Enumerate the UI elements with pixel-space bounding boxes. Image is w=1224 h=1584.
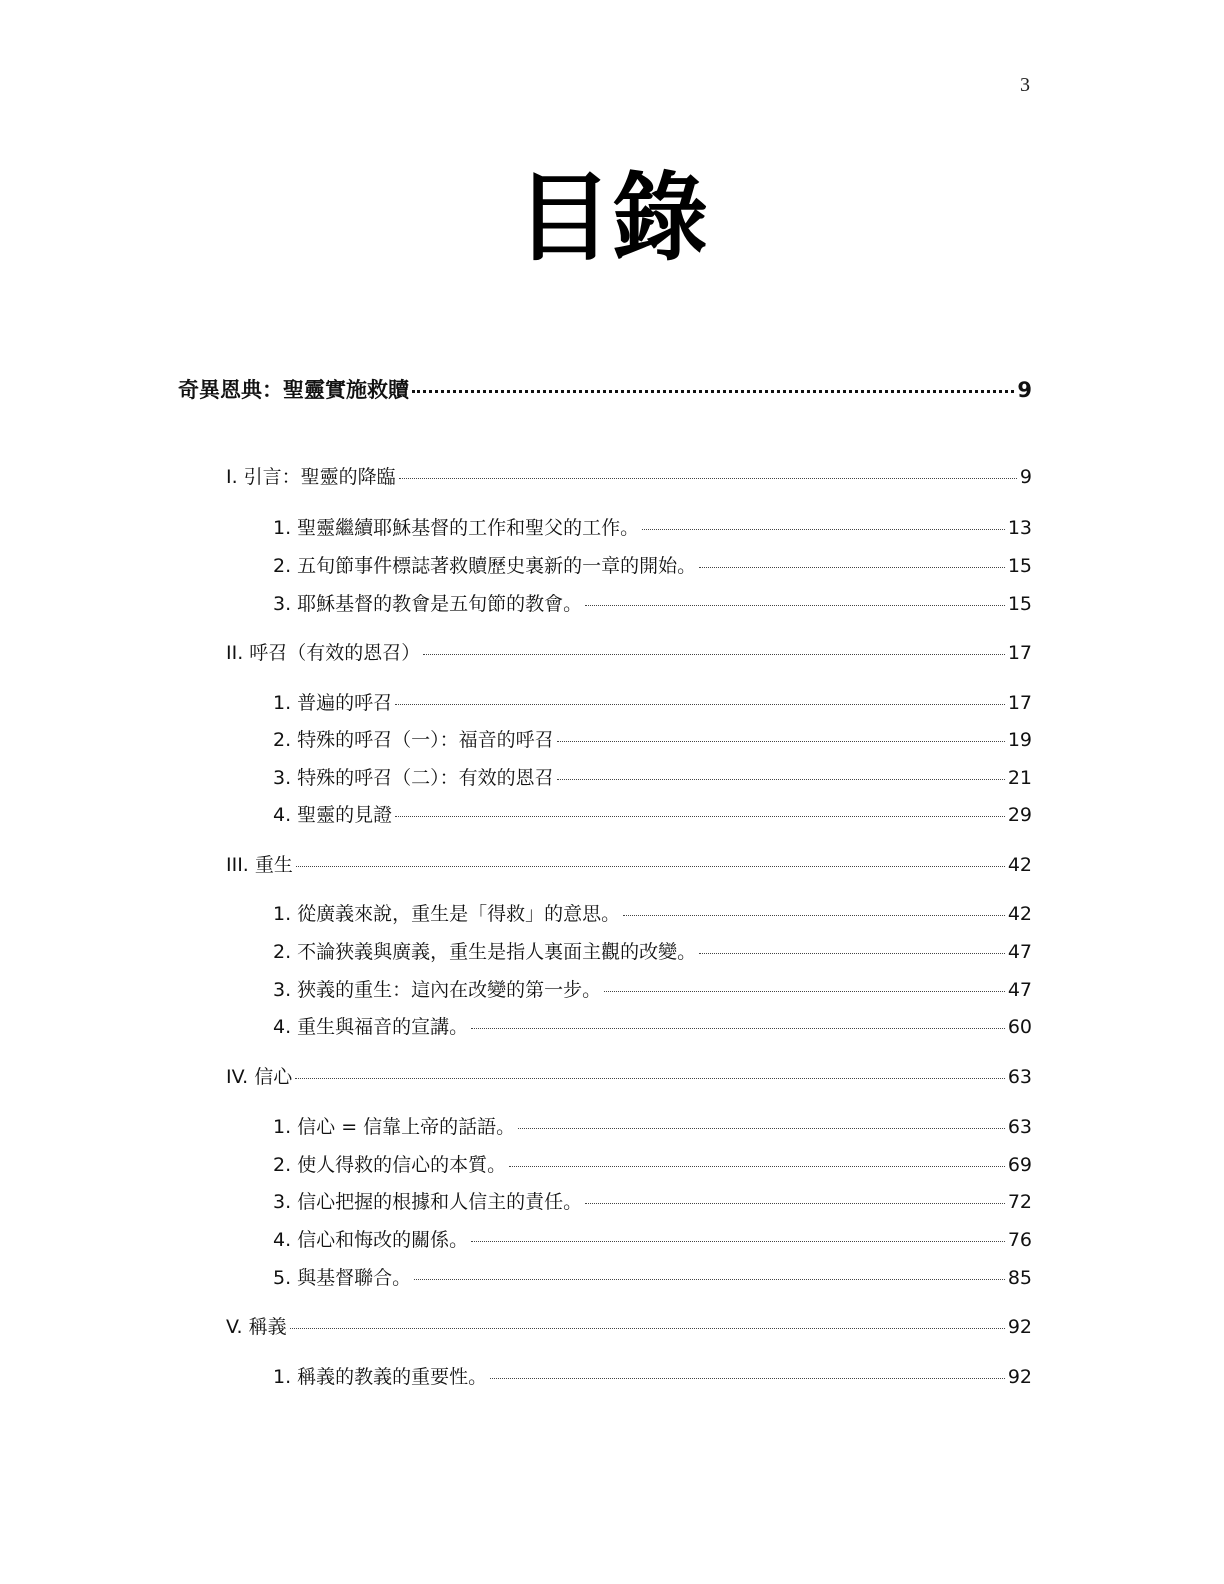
dot-leader [295,1078,1005,1079]
toc-entry-page: 63 [1007,1066,1032,1088]
dot-leader [395,816,1005,817]
toc-entry-page: 21 [1007,767,1032,789]
toc-entry-label: V. 稱義 [226,1316,287,1338]
toc-subsection-entry[interactable] [273,975,1032,1002]
toc-subsection-entry[interactable] [273,725,1032,752]
toc-subsection-entry[interactable] [273,899,1032,926]
toc-entry-label: 3. 信心把握的根據和人信主的責任。 [273,1191,583,1213]
dot-leader [699,567,1005,568]
toc-entry-page: 17 [1007,642,1032,664]
toc-entry-page: 60 [1007,1016,1032,1038]
toc-entry-page: 9 [1017,378,1032,402]
dot-leader [423,654,1005,655]
toc-subsection-entry[interactable] [273,1187,1032,1214]
toc-entry-label: II. 呼召（有效的恩召） [226,642,421,664]
dot-leader [557,741,1005,742]
toc-subsection-entry[interactable] [273,551,1032,578]
dot-leader [699,953,1005,954]
toc-subsection-entry[interactable] [273,1362,1032,1389]
toc-entry-label: 奇異恩典：聖靈實施救贖 [178,378,409,402]
page-number: 3 [1020,74,1030,96]
toc-subsection-entry[interactable] [273,1012,1032,1039]
toc-entry-page: 42 [1007,903,1032,925]
toc-entry-page: 13 [1007,517,1032,539]
toc-entry-label: 1. 聖靈繼續耶穌基督的工作和聖父的工作。 [273,517,640,539]
dot-leader [414,1279,1005,1280]
toc-entry-page: 47 [1007,941,1032,963]
toc-entry-page: 47 [1007,979,1032,1001]
dot-leader [490,1378,1005,1379]
toc-entry-label: 2. 特殊的呼召（一）：福音的呼召 [273,729,554,751]
toc-subsection-entry[interactable] [273,1112,1032,1139]
toc-entry-label: 4. 重生與福音的宣講。 [273,1016,469,1038]
toc-subsection-entry[interactable] [273,1263,1032,1290]
toc-entry-label: 3. 狹義的重生：這內在改變的第一步。 [273,979,602,1001]
toc-entry-label: III. 重生 [226,854,293,876]
toc-entry-label: 1. 從廣義來說，重生是「得救」的意思。 [273,903,621,925]
dot-leader [623,915,1005,916]
toc-entry-label: 3. 耶穌基督的教會是五旬節的教會。 [273,593,583,615]
toc-entry-page: 29 [1007,804,1032,826]
dot-leader [471,1241,1005,1242]
toc-entry-page: 15 [1007,555,1032,577]
toc-section-entry[interactable] [226,1312,1032,1339]
toc-entry-page: 85 [1007,1267,1032,1289]
dot-leader [642,529,1005,530]
toc-subsection-entry[interactable] [273,800,1032,827]
toc-entry-page: 92 [1007,1316,1032,1338]
toc-book-entry[interactable] [178,374,1032,404]
toc-entry-page: 15 [1007,593,1032,615]
toc-entry-page: 63 [1007,1116,1032,1138]
toc-entry-label: 2. 不論狹義與廣義，重生是指人裏面主觀的改變。 [273,941,697,963]
toc-section-entry[interactable] [226,638,1032,665]
toc-entry-label: 2. 使人得救的信心的本質。 [273,1154,507,1176]
toc-entry-page: 42 [1007,854,1032,876]
toc-entry-page: 69 [1007,1154,1032,1176]
dot-leader [557,779,1005,780]
dot-leader [290,1328,1005,1329]
toc-section-entry[interactable] [226,462,1032,489]
dot-leader [399,478,1017,479]
toc-entry-label: 1. 稱義的教義的重要性。 [273,1366,488,1388]
toc-entry-label: 4. 聖靈的見證 [273,804,393,826]
toc-entry-label: 3. 特殊的呼召（二）：有效的恩召 [273,767,554,789]
dot-leader [585,605,1005,606]
toc-entry-label: I. 引言：聖靈的降臨 [226,466,396,488]
toc-subsection-entry[interactable] [273,688,1032,715]
toc-subsection-entry[interactable] [273,1150,1032,1177]
toc-subsection-entry[interactable] [273,1225,1032,1252]
dot-leader [395,704,1005,705]
toc-entry-label: 1. 信心 = 信靠上帝的話語。 [273,1116,516,1138]
toc-entry-label: IV. 信心 [226,1066,293,1088]
toc-section-entry[interactable] [226,1062,1032,1089]
toc-entry-label: 1. 普遍的呼召 [273,692,393,714]
toc-entry-page: 9 [1019,466,1032,488]
toc-entry-page: 76 [1007,1229,1032,1251]
toc-entry-page: 19 [1007,729,1032,751]
toc-subsection-entry[interactable] [273,589,1032,616]
toc-subsection-entry[interactable] [273,763,1032,790]
toc-title: 目錄 [516,162,708,274]
toc-entry-page: 92 [1007,1366,1032,1388]
toc-entry-label: 5. 與基督聯合。 [273,1267,412,1289]
dot-leader [509,1166,1005,1167]
toc-entry-label: 4. 信心和悔改的關係。 [273,1229,469,1251]
dot-leader [518,1128,1005,1129]
toc-subsection-entry[interactable] [273,513,1032,540]
toc-entry-page: 72 [1007,1191,1032,1213]
toc-section-entry[interactable] [226,850,1032,877]
dot-leader [296,866,1005,867]
toc-entry-page: 17 [1007,692,1032,714]
dot-leader [412,390,1014,393]
dot-leader [585,1203,1005,1204]
dot-leader [471,1028,1005,1029]
toc-entry-label: 2. 五旬節事件標誌著救贖歷史裏新的一章的開始。 [273,555,697,577]
toc-subsection-entry[interactable] [273,937,1032,964]
dot-leader [604,991,1005,992]
